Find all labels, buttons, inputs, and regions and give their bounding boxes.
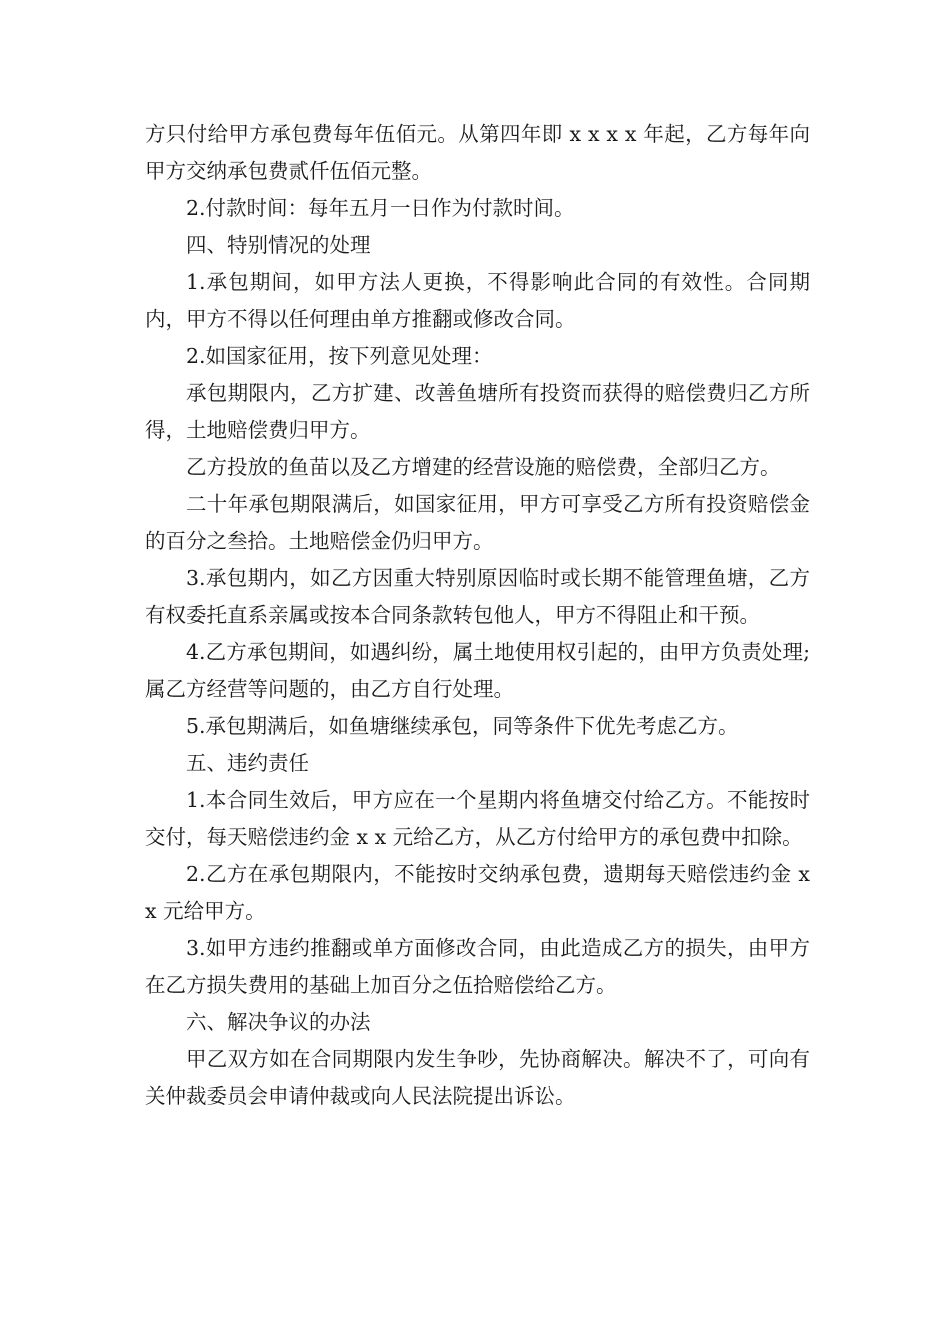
paragraph-unilateral-modification: 3.如甲方违约推翻或单方面修改合同，由此造成乙方的损失，由甲方在乙方损失费用的基础上加百分之伍拾赔偿给乙方。 [145,936,810,997]
section-heading-special-situations: 四、特别情况的处理 [186,233,371,257]
paragraph-subcontracting: 3.承包期内，如乙方因重大特别原因临时或长期不能管理鱼塘，乙方有权委托直系亲属或按本合同条款转包他人，甲方不得阻止和干预。 [145,566,810,627]
paragraph-legal-person-change: 1.承包期间，如甲方法人更换，不得影响此合同的有效性。合同期内，甲方不得以任何理由单方推翻或修改合同。 [145,270,810,331]
paragraph-renewal-priority: 5.承包期满后，如鱼塘继续承包，同等条件下优先考虑乙方。 [186,714,739,738]
paragraph-payment-time: 2.付款时间：每年五月一日作为付款时间。 [186,196,575,220]
paragraph-fry-facilities-compensation: 乙方投放的鱼苗以及乙方增建的经营设施的赔偿费，全部归乙方。 [186,455,781,479]
paragraph-state-requisition: 2.如国家征用，按下列意见处理： [186,344,493,368]
paragraph-delivery-penalty: 1.本合同生效后，甲方应在一个星期内将鱼塘交付给乙方。不能按时交付，每天赔偿违约金 x x 元给乙方，从乙方付给甲方的承包费中扣除。 [145,788,810,849]
paragraph-fee-continuation: 方只付给甲方承包费每年伍佰元。从第四年即 x x x x 年起，乙方每年向甲方交纳承包费贰仟伍佰元整。 [145,122,810,183]
section-heading-breach-liability: 五、违约责任 [186,751,309,775]
section-heading-dispute-resolution: 六、解决争议的办法 [186,1010,371,1034]
paragraph-after-term-requisition: 二十年承包期限满后，如国家征用，甲方可享受乙方所有投资赔偿金的百分之叁拾。土地赔偿金仍归甲方。 [145,492,810,553]
paragraph-expansion-compensation: 承包期限内，乙方扩建、改善鱼塘所有投资而获得的赔偿费归乙方所得，土地赔偿费归甲方。 [145,381,810,442]
document-page [145,116,810,1115]
paragraph-late-fee-penalty: 2.乙方在承包期限内，不能按时交纳承包费，遗期每天赔偿违约金 x x 元给甲方。 [145,862,810,923]
paragraph-arbitration: 甲乙双方如在合同期限内发生争吵，先协商解决。解决不了，可向有关仲裁委员会申请仲裁或向人民法院提出诉讼。 [145,1047,810,1108]
paragraph-disputes-handling: 4.乙方承包期间，如遇纠纷，属土地使用权引起的，由甲方负责处理;属乙方经营等问题的，由乙方自行处理。 [145,640,810,701]
